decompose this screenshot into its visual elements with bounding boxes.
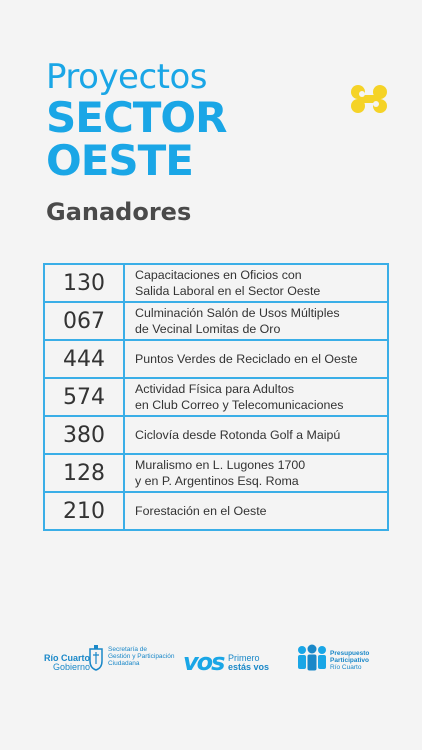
project-description bbox=[124, 264, 388, 302]
vos-logo: vos bbox=[183, 648, 224, 676]
project-number: 444 bbox=[44, 340, 124, 378]
project-description bbox=[124, 378, 388, 416]
project-number: 210 bbox=[44, 492, 124, 530]
project-number: 130 bbox=[44, 264, 124, 302]
rio-cuarto-gobierno-logo: Río Cuarto Gobierno bbox=[44, 653, 90, 672]
table-row bbox=[44, 416, 388, 454]
project-description-line: Puntos Verdes de Reciclado en el Oeste bbox=[135, 352, 358, 366]
table-row bbox=[44, 302, 388, 340]
project-number: 380 bbox=[44, 416, 124, 454]
secretaria-label: Secretaría de Gestión y Participación Ciudadana bbox=[108, 646, 175, 667]
project-description-line: y en P. Argentinos Esq. Roma bbox=[135, 474, 299, 488]
presupuesto-participativo-label: Presupuesto Participativo Río Cuarto bbox=[330, 650, 370, 671]
project-description bbox=[124, 302, 388, 340]
project-description bbox=[124, 454, 388, 492]
footer-logos bbox=[0, 642, 422, 682]
table-row bbox=[44, 454, 388, 492]
project-description-line: de Vecinal Lomitas de Oro bbox=[135, 322, 281, 336]
page-title bbox=[46, 57, 227, 185]
project-description-line: Muralismo en L. Lugones 1700 bbox=[135, 458, 306, 472]
project-number: 128 bbox=[44, 454, 124, 492]
pp-yellow-logo-icon bbox=[350, 84, 388, 114]
title-line-sector: SECTOR bbox=[46, 93, 227, 142]
table-row bbox=[44, 340, 388, 378]
table-row bbox=[44, 492, 388, 530]
primero-estas-vos-label: Primero estás vos bbox=[228, 653, 270, 672]
winners-table bbox=[43, 263, 389, 531]
city-shield-icon bbox=[88, 645, 104, 671]
project-description bbox=[124, 492, 388, 530]
project-description bbox=[124, 340, 388, 378]
people-group-icon bbox=[296, 644, 328, 672]
project-description-line: Culminación Salón de Usos Múltiples bbox=[135, 306, 340, 320]
project-description bbox=[124, 416, 388, 454]
project-description-line: Capacitaciones en Oficios con bbox=[135, 268, 302, 282]
project-number: 067 bbox=[44, 302, 124, 340]
project-description-line: Actividad Física para Adultos bbox=[135, 382, 295, 396]
project-description-line: en Club Correo y Telecomunicaciones bbox=[135, 398, 344, 412]
table-row bbox=[44, 378, 388, 416]
project-description-line: Salida Laboral en el Sector Oeste bbox=[135, 284, 321, 298]
title-line-oeste: OESTE bbox=[46, 136, 193, 185]
project-description-line: Forestación en el Oeste bbox=[135, 504, 267, 518]
table-row bbox=[44, 264, 388, 302]
project-description-line: Ciclovía desde Rotonda Golf a Maipú bbox=[135, 428, 341, 442]
title-line-proyectos: Proyectos bbox=[46, 57, 208, 97]
project-number: 574 bbox=[44, 378, 124, 416]
subtitle-ganadores: Ganadores bbox=[46, 198, 192, 226]
